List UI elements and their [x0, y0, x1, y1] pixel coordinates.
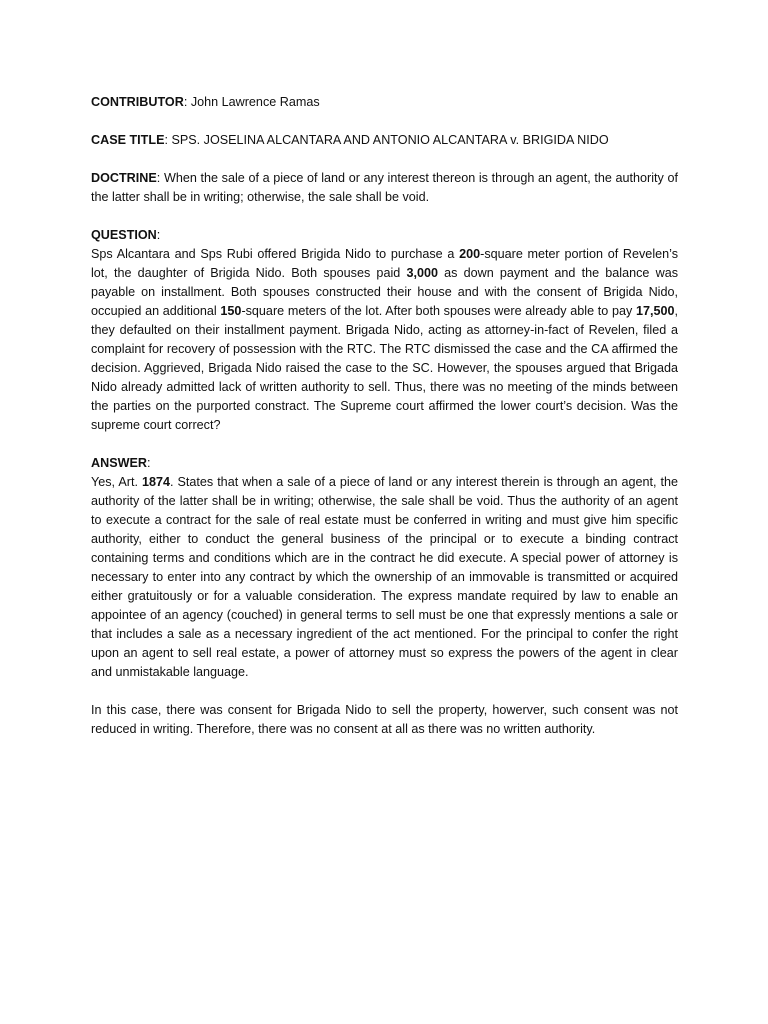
question-paragraph	[91, 245, 678, 435]
question-colon: :	[156, 228, 161, 242]
question-figure-17500: 17,500	[635, 304, 675, 318]
question-figure-150: 150	[220, 304, 242, 318]
question-label: QUESTION	[91, 228, 157, 242]
case-title-value: : SPS. JOSELINA ALCANTARA AND ANTONIO ALCANTARA v. BRIGIDA NIDO	[164, 133, 609, 147]
conclusion-paragraph: In this case, there was consent for Brigada Nido to sell the property, howerver, such consent was not reduced in writing. Therefore, there was no consent at all as there was no written authority.	[91, 703, 678, 736]
answer-article-number: 1874	[141, 475, 170, 489]
question-text-5: , they defaulted on their installment payment. Brigada Nido, acting as attorney-in-fact of Revelen, filed a complaint for recovery of possession with the RTC. The RTC dismissed the case and the CA affirmed the decision. Aggrieved, Brigada Nido raised the case to the SC. However, the spouses argued that Brigada Nido already admitted lack of written authority to sell. Thus, there was no meeting of the minds between the parties on the purported constract. The Supreme court affirmed the lower court’s decision. Was the supreme court correct?	[91, 304, 678, 432]
case-digest-page	[91, 93, 678, 739]
answer-text-2: . States that when a sale of a piece of land or any interest therein is through an agent, the authority of the latter shall be in writing; otherwise, the sale shall be void. Thus the authority of an agent to execute a contract for the sale of real estate must be conferred in writing and must give him specific authority, either to conduct the general business of the principal or to execute a binding contract containing terms and conditions which are in the contract he did execute. A special power of attorney is necessary to enter into any contract by which the ownership of an immovable is transmitted or acquired either gratuitously or for a valuable consideration. The express mandate required by law to enable an appointee of an agency (couched) in general terms to sell must be one that expressly mentions a sale or that includes a sale as a necessary ingredient of the act mentioned. For the principal to confer the right upon an agent to sell real estate, a power of attorney must so express the powers of the agent in clear and unmistakable language.	[91, 475, 679, 679]
question-text-3: as down payment and the balance was payable on installment. Both spouses constructed their house and with the consent of Brigida Nido, occupied an additional	[91, 266, 678, 318]
case-title-label: CASE TITLE	[91, 133, 165, 147]
answer-label: ANSWER	[91, 456, 147, 470]
answer-colon: :	[146, 456, 151, 470]
question-text-2: -square meter portion of Revelen’s lot, the daughter of Brigida Nido. Both spouses paid	[91, 247, 678, 280]
answer-paragraph	[91, 473, 678, 682]
contributor-line	[91, 93, 678, 112]
question-text-4: -square meters of the lot. After both spouses were already able to pay	[241, 304, 636, 318]
doctrine-label: DOCTRINE	[91, 171, 157, 185]
answer-text-1: Yes, Art.	[91, 475, 142, 489]
question-text-1: Sps Alcantara and Sps Rubi offered Brigida Nido to purchase a	[91, 247, 460, 261]
answer-heading	[91, 454, 678, 473]
question-figure-200: 200	[459, 247, 481, 261]
contributor-label: CONTRIBUTOR	[91, 95, 184, 109]
question-heading	[91, 226, 678, 245]
case-title-line	[91, 131, 678, 150]
question-figure-3000: 3,000	[406, 266, 438, 280]
contributor-value: : John Lawrence Ramas	[183, 95, 320, 109]
doctrine-paragraph	[91, 169, 678, 207]
doctrine-text: : When the sale of a piece of land or any interest thereon is through an agent, the authority of the latter shall be in writing; otherwise, the sale shall be void.	[91, 171, 678, 204]
